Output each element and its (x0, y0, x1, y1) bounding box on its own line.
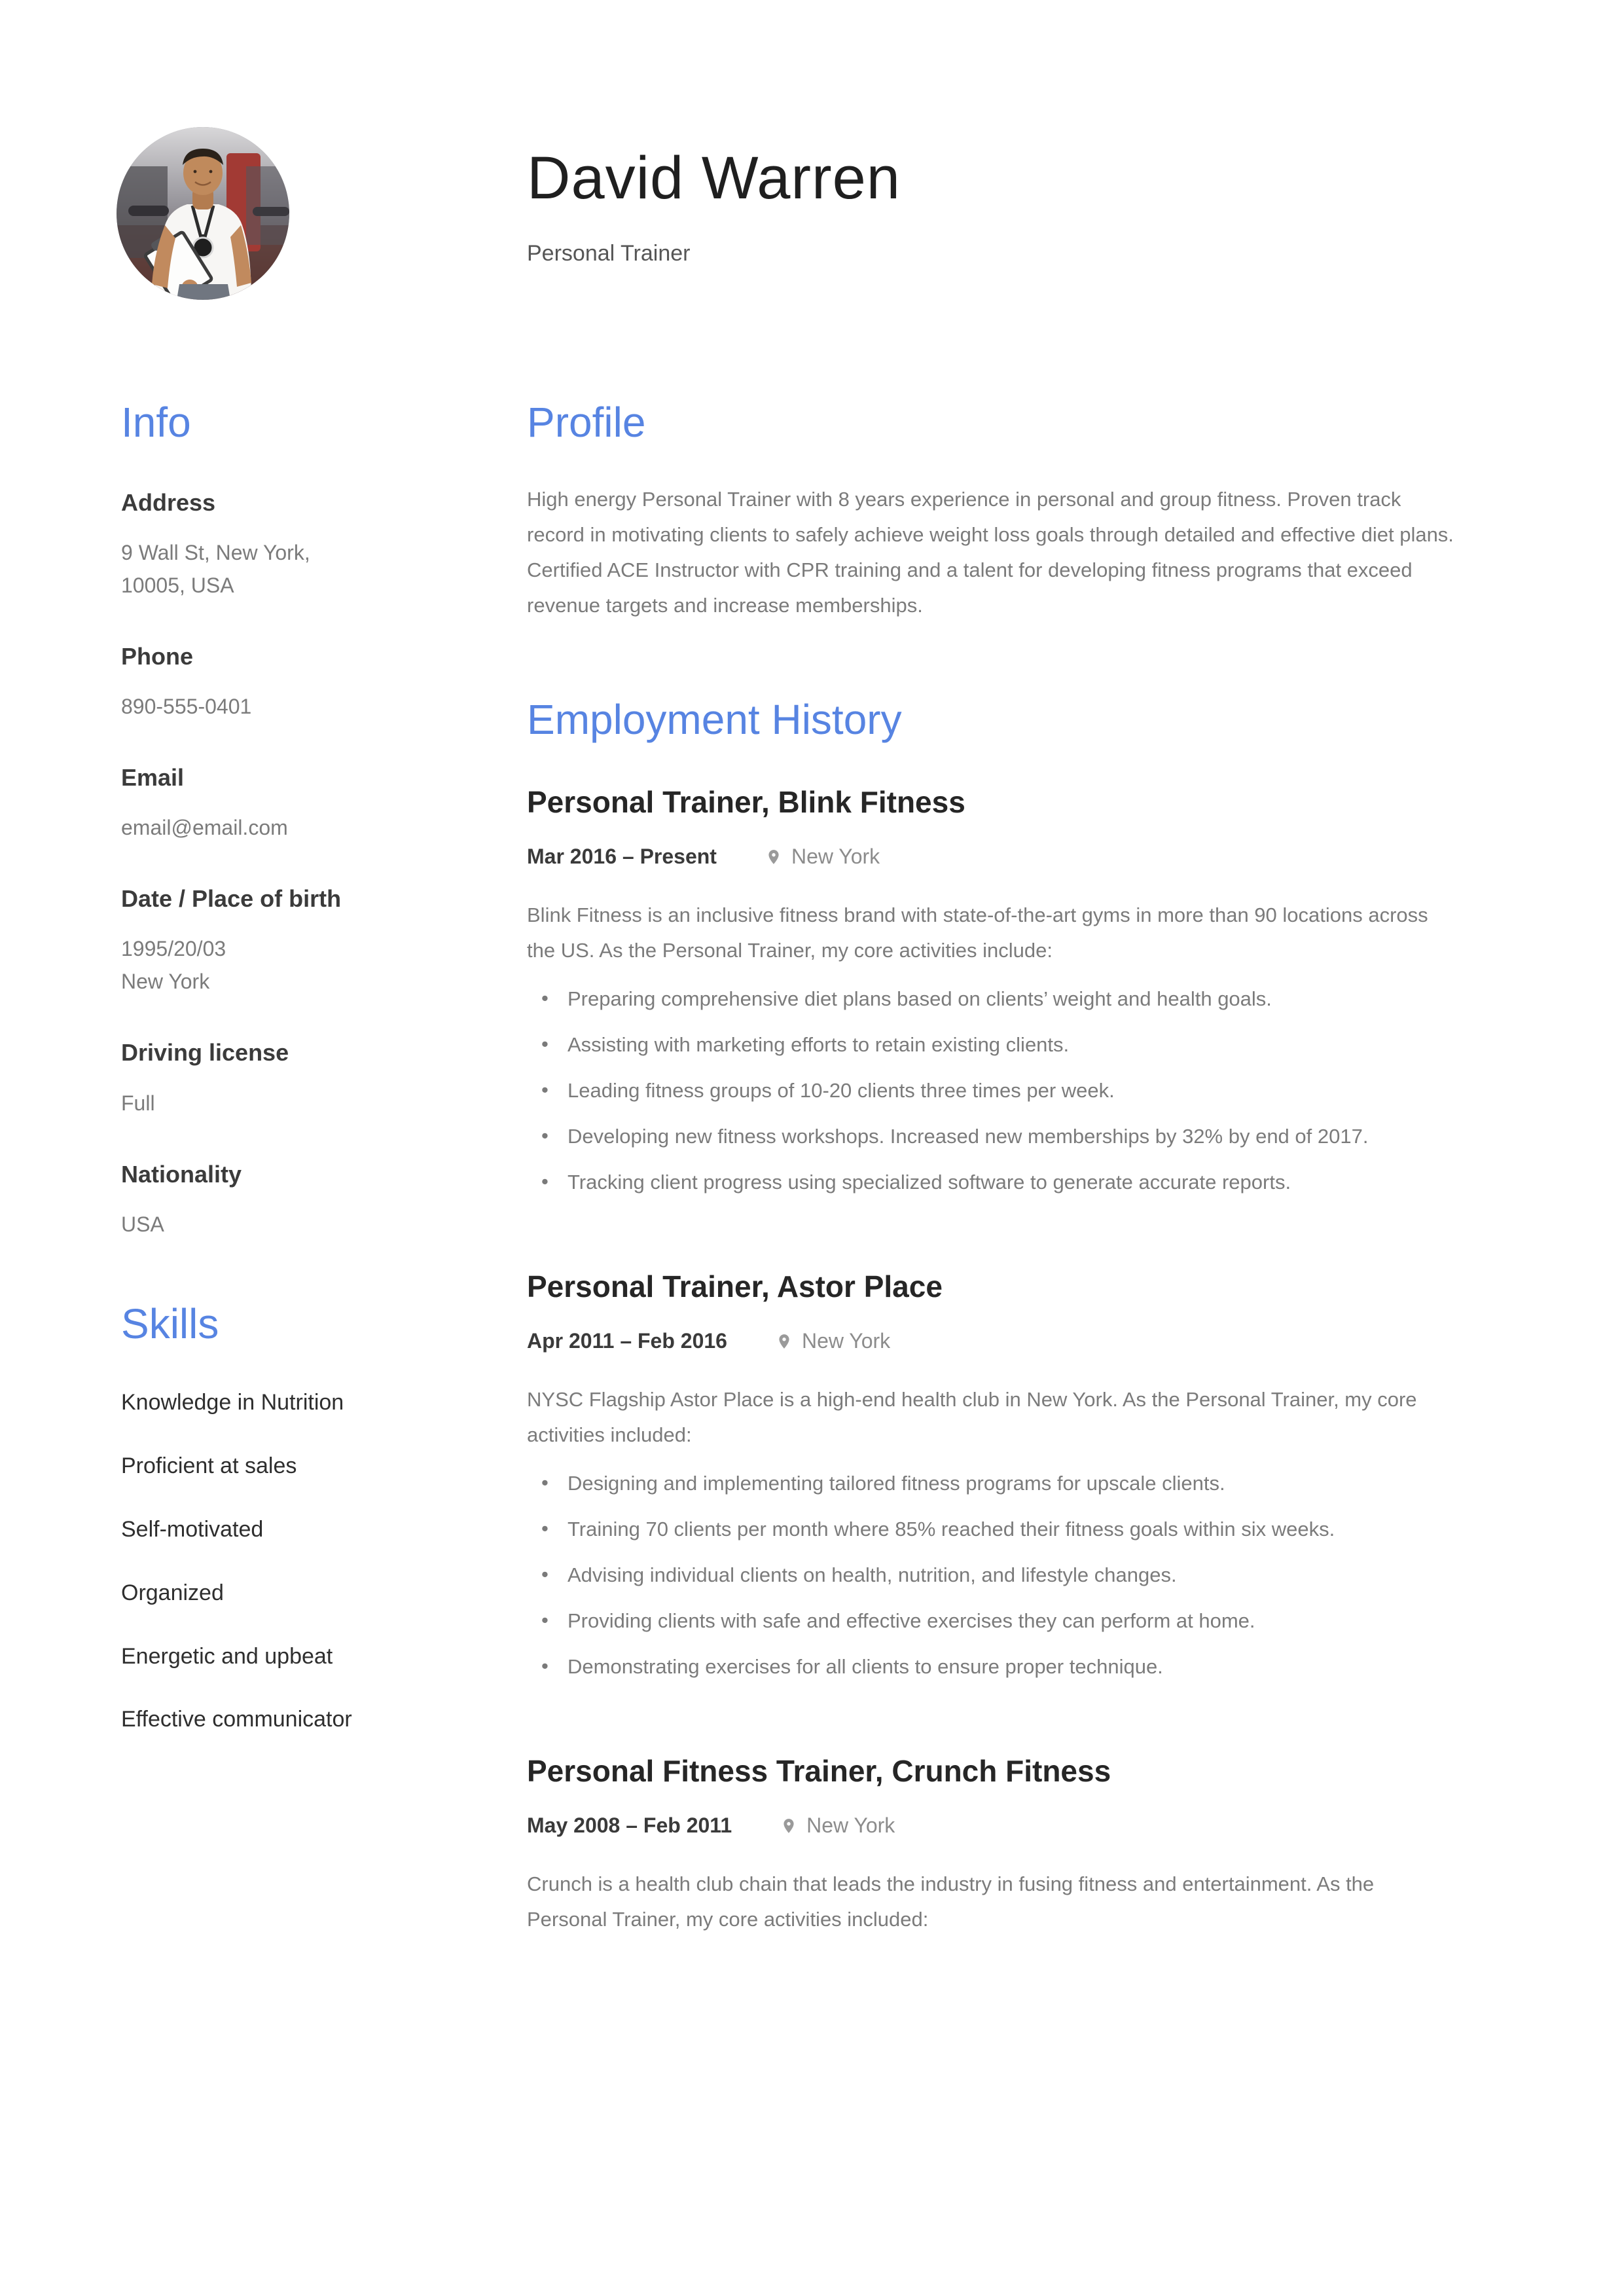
job-meta (527, 845, 1501, 869)
skill-item: Energetic and upbeat (121, 1643, 333, 1669)
field-value-line: 1995/20/03 (121, 937, 226, 961)
job-dates: Mar 2016 – Present (527, 845, 717, 869)
job-bullet: • Providing clients with safe and effective exercises they can perform at home. (568, 1603, 1418, 1639)
field-value (121, 1208, 435, 1241)
field-value (121, 536, 435, 602)
profile-text: High energy Personal Trainer with 8 years experience in personal and group fitness. Proven track record in motivating clients to safely achieve weight loss goals through detailed and effective diet plans. Certified ACE Instructor with CPR training and a talent for developing fitness programs that exceed revenue targets and increase memberships. (527, 487, 1454, 617)
location-pin-icon (776, 1330, 793, 1353)
field-nationality (121, 1160, 435, 1241)
job-entry-astor-place (527, 1269, 1501, 1685)
job-bullet: • Tracking client progress using specialized software to generate accurate reports. (568, 1165, 1418, 1200)
field-value-line: Full (121, 1091, 155, 1115)
job-title: Personal Trainer, Blink Fitness (527, 785, 965, 820)
field-label: Address (121, 488, 216, 516)
skill-item: Proficient at sales (121, 1453, 297, 1479)
job-title: Personal Fitness Trainer, Crunch Fitness (527, 1754, 1111, 1789)
skills-list (121, 1389, 435, 1733)
job-dates: Apr 2011 – Feb 2016 (527, 1329, 727, 1353)
main-column (527, 399, 1501, 1937)
field-driving-license (121, 1038, 435, 1119)
job-meta (527, 1813, 1501, 1838)
profile-photo (117, 127, 289, 300)
job-entry-crunch-fitness (527, 1754, 1501, 1937)
field-value (121, 1087, 435, 1120)
profile-photo-illustration (117, 127, 289, 300)
job-location-group (765, 845, 880, 869)
job-description: NYSC Flagship Astor Place is a high-end health club in New York. As the Personal Trainer, my core activities included: (527, 1388, 1417, 1447)
skills-heading: Skills (121, 1300, 219, 1347)
employment-history-heading: Employment History (527, 695, 902, 743)
resume-header (0, 0, 1622, 301)
jobs-list (527, 785, 1501, 1937)
sidebar (121, 399, 435, 1937)
job-bullet-list (527, 1466, 1501, 1685)
job-description: Crunch is a health club chain that leads the industry in fusing fitness and entertainment. As the Personal Trainer, my core activities included: (527, 1872, 1375, 1931)
candidate-name: David Warren (527, 145, 901, 211)
field-value-line: email@email.com (121, 816, 288, 840)
job-location-group (780, 1813, 895, 1838)
skill-item: Self-motivated (121, 1517, 264, 1542)
skill-item: Effective communicator (121, 1707, 352, 1732)
location-pin-icon (765, 846, 782, 868)
profile-heading: Profile (527, 399, 646, 446)
content-columns (0, 399, 1622, 1937)
job-bullet: • Advising individual clients on health, nutrition, and lifestyle changes. (568, 1558, 1418, 1593)
field-value-line: USA (121, 1212, 164, 1236)
job-bullet: • Leading fitness groups of 10-20 clients three times per week. (568, 1073, 1418, 1108)
field-label: Phone (121, 642, 194, 670)
job-title: Personal Trainer, Astor Place (527, 1269, 943, 1304)
info-heading: Info (121, 399, 191, 446)
job-meta (527, 1329, 1501, 1353)
job-bullet: • Preparing comprehensive diet plans based on clients’ weight and health goals. (568, 981, 1418, 1017)
job-location: New York (806, 1813, 895, 1838)
job-bullet: • Designing and implementing tailored fitness programs for upscale clients. (568, 1466, 1418, 1501)
field-value-line: 890-555-0401 (121, 695, 252, 719)
job-bullet: • Demonstrating exercises for all clients to ensure proper technique. (568, 1649, 1418, 1685)
identity-block (527, 145, 901, 266)
field-birth (121, 884, 435, 998)
field-value (121, 932, 435, 998)
field-email (121, 763, 435, 844)
job-bullet: • Developing new fitness workshops. Increased new memberships by 32% by end of 2017. (568, 1119, 1418, 1154)
field-value (121, 811, 435, 844)
field-label: Driving license (121, 1039, 289, 1066)
job-location: New York (791, 845, 880, 869)
field-value-line: 10005, USA (121, 573, 234, 597)
job-entry-blink-fitness (527, 785, 1501, 1200)
job-location: New York (801, 1329, 891, 1353)
field-address (121, 488, 435, 602)
skill-item: Organized (121, 1580, 224, 1605)
field-value-line: 9 Wall St, New York, (121, 540, 310, 564)
job-bullet-list (527, 981, 1501, 1200)
job-bullet: • Assisting with marketing efforts to retain existing clients. (568, 1027, 1418, 1063)
job-description: Blink Fitness is an inclusive fitness brand with state-of-the-art gyms in more than 90 locations across the US. As the Personal Trainer, my core activities include: (527, 903, 1428, 962)
field-value (121, 690, 435, 723)
skill-item: Knowledge in Nutrition (121, 1390, 344, 1415)
job-bullet: • Training 70 clients per month where 85% reached their fitness goals within six weeks. (568, 1512, 1418, 1547)
field-label: Email (121, 764, 185, 792)
job-location-group (776, 1329, 890, 1353)
candidate-title: Personal Trainer (527, 241, 691, 266)
field-label: Date / Place of birth (121, 885, 342, 913)
field-value-line: New York (121, 970, 210, 994)
field-phone (121, 642, 435, 723)
job-dates: May 2008 – Feb 2011 (527, 1813, 732, 1838)
field-label: Nationality (121, 1160, 242, 1188)
location-pin-icon (780, 1815, 797, 1837)
